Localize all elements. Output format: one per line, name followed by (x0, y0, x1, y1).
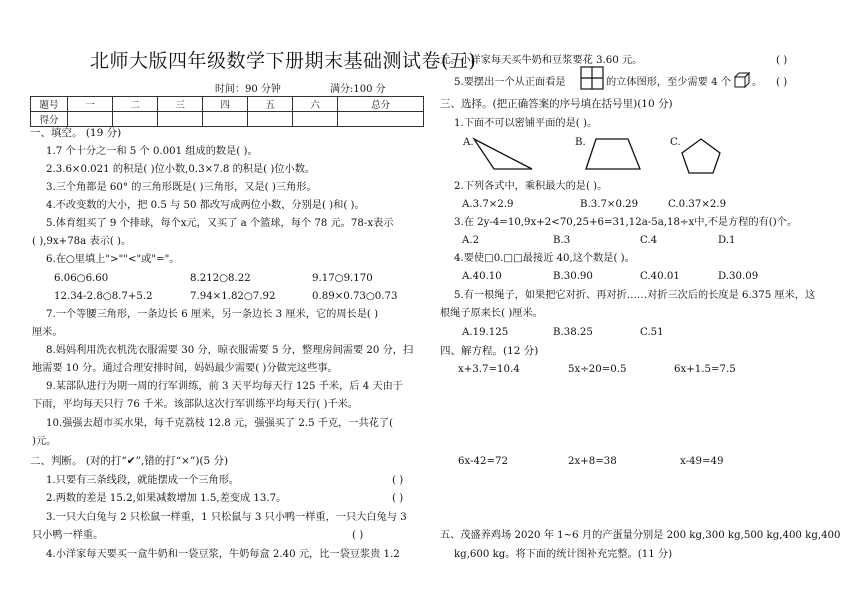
choice-option: B.30.90 (553, 271, 593, 282)
compare-item: 12.34-2.8○8.7+5.2 (54, 291, 153, 302)
fill-q5-line1: 5.体育组买了 9 个排球，每个x元，又买了 a 个篮球，每个 78 元。78-x表示 (46, 218, 394, 229)
section-3-heading: 三、选择。(把正确答案的序号填在括号里)(10 分) (440, 98, 673, 110)
score-cell: 总分 (338, 97, 424, 112)
score-input-cell[interactable] (293, 112, 338, 127)
score-table-header-row (31, 97, 424, 112)
fill-q10-line1: 10.强强去超市买水果，每千克荔枝 12.8 元，强强买了 2.5 千克，一共花了( (46, 418, 394, 429)
choice-option-label: A. (463, 137, 474, 148)
score-input-cell[interactable] (203, 112, 248, 127)
fill-q5-line2: ( ),9x+78a 表示( )。 (32, 236, 132, 247)
choice-option: C.0.37×2.9 (668, 199, 727, 210)
judge-q4-line2: 元。小洋家每天买牛奶和豆浆要花 3.60 元。 (440, 55, 643, 66)
score-cell: 六 (293, 97, 338, 112)
judge-q2: 2.两数的差是 15.2,如果减数增加 1.5,差变成 13.7。 (46, 493, 287, 504)
choice-option: B.3 (553, 235, 571, 246)
compare-item: 6.06○6.60 (54, 273, 109, 284)
section-1-heading: 一、填空。 (19 分) (30, 127, 122, 139)
compare-item: 7.94×1.82○7.92 (190, 291, 276, 302)
cube-icon (734, 72, 750, 88)
fill-q6: 6.在○里填上">""<"或"="。 (46, 254, 180, 265)
choice-option: A.3.7×2.9 (462, 199, 514, 210)
score-cell: 题号 (31, 97, 68, 112)
judge-q5-paren: ( ) (776, 77, 788, 88)
fill-q8-line1: 8.妈妈利用洗衣机洗衣服需要 30 分，晾衣服需要 5 分，整理房间需要 20 分，扫 (46, 345, 414, 356)
equation: x-49=49 (680, 456, 724, 467)
choice-option-label: C. (670, 137, 681, 148)
judge-q3-line2: 只小鸭一样重。 (32, 530, 104, 541)
judge-q5-part1: 5.要摆出一个从正面看是 (454, 77, 566, 88)
equation: 6x-42=72 (458, 456, 508, 467)
fill-q2: 2.3.6×0.021 的积是( )位小数,0.3×7.8 的积是( )位小数。 (46, 164, 316, 175)
equation: 5x÷20=0.5 (568, 364, 627, 375)
fill-q7-line1: 7.一个等腰三角形，一条边长 6 厘米，另一条边长 3 厘米，它的周长是( ) (46, 309, 379, 320)
judge-q4-line1: 4.小洋家每天要买一盒牛奶和一袋豆浆，牛奶每盒 2.40 元，比一袋豆浆贵 1.2 (46, 549, 400, 560)
time-label: 时间：90 分钟 (215, 84, 281, 95)
choice-option: C.40.01 (640, 271, 680, 282)
fill-q9-line1: 9.某部队进行为期一周的行军训练，前 3 天平均每天行 125 千米，后 4 天由于 (46, 381, 403, 392)
choice-option: D.30.09 (718, 271, 759, 282)
fill-q10-line2: )元。 (32, 436, 57, 447)
pentagon-shape-icon (678, 136, 724, 176)
score-input-cell[interactable] (68, 112, 113, 127)
trapezoid-shape-icon (582, 136, 644, 172)
choice-q5-line2: 根绳子原来长( )厘米。 (440, 308, 543, 319)
fill-q9-line2: 下雨，平均每天只行 76 千米。该部队这次行军训练平均每天行( )千米。 (32, 399, 359, 410)
choice-q4: 4.要使□0.□□最接近 40,这个数是( )。 (454, 253, 635, 264)
fill-q4: 4.不改变数的大小，把 0.5 与 50 都改写成两位小数，分别是( )和( )。 (46, 200, 365, 211)
choice-q5-line1: 5.有一根绳子，如果把它对折、再对折……对折三次后的长度是 6.375 厘米，这 (454, 290, 816, 301)
choice-option: C.4 (640, 235, 658, 246)
score-cell: 一 (68, 97, 113, 112)
choice-option: A.2 (462, 235, 480, 246)
judge-q3-paren: ( ) (352, 530, 364, 541)
score-cell: 得分 (31, 112, 68, 127)
score-input-cell[interactable] (338, 112, 424, 127)
score-input-cell[interactable] (113, 112, 158, 127)
compare-item: 8.212○8.22 (190, 273, 251, 284)
fill-q7-line2: 厘米。 (32, 327, 63, 338)
section-5-line2: kg,600 kg。将下面的统计图补充完整。(11 分) (454, 549, 673, 560)
judge-q5-part3: 。 (752, 77, 763, 88)
score-table-score-row (31, 112, 424, 127)
choice-option: B.3.7×0.29 (580, 199, 639, 210)
choice-option-label: B. (575, 137, 586, 148)
fill-q8-line2: 地需要 10 分。通过合理安排时间，妈妈最少需要( )分做完这些事。 (32, 363, 338, 374)
equation: 6x+1.5=7.5 (674, 364, 736, 375)
choice-option: A.40.10 (462, 271, 502, 282)
front-view-grid-icon (580, 66, 604, 90)
section-2-heading: 二、判断。 (对的打“✔”,错的打“×”)(5 分) (30, 455, 229, 467)
fill-q1: 1.7 个十分之一和 5 个 0.001 组成的数是( )。 (46, 146, 258, 157)
compare-item: 0.89×0.73○0.73 (312, 291, 398, 302)
full-score-label: 满分:100 分 (330, 84, 386, 95)
score-cell: 五 (248, 97, 293, 112)
score-cell: 四 (203, 97, 248, 112)
score-input-cell[interactable] (248, 112, 293, 127)
fill-q3: 3.三个角都是 60° 的三角形既是( )三角形，又是( )三角形。 (46, 182, 317, 193)
judge-q1-paren: ( ) (392, 475, 404, 486)
section-4-heading: 四、解方程。(12 分) (440, 345, 539, 357)
equation: x+3.7=10.4 (458, 364, 520, 375)
score-cell: 三 (158, 97, 203, 112)
judge-q3-line1: 3.一只大白兔与 2 只松鼠一样重，1 只松鼠与 3 只小鸭一样重，一只大白兔与 3 (46, 512, 407, 523)
choice-q2: 2.下列各式中，乘积最大的是( )。 (454, 181, 608, 192)
judge-q5-part2: 的立体图形，至少需要 4 个 (606, 77, 732, 88)
score-input-cell[interactable] (158, 112, 203, 127)
page-title: 北师大版四年级数学下册期末基础测试卷(五) (90, 50, 477, 72)
choice-option: D.1 (718, 235, 736, 246)
choice-option: A.19.125 (462, 327, 509, 338)
choice-q3: 3.在 2y-4=10,9x+2<70,25+6=31,12a-5a,18÷x中,不是方程的有()个。 (454, 217, 798, 228)
score-table (30, 96, 424, 127)
score-cell: 二 (113, 97, 158, 112)
section-5-line1: 五、茂盛养鸡场 2020 年 1~6 月的产蛋量分别是 200 kg,300 kg,500 kg,400 kg,400 (440, 530, 841, 541)
judge-q1: 1.只要有三条线段，就能摆成一个三角形。 (46, 475, 240, 486)
judge-q4-paren: ( ) (776, 55, 788, 66)
judge-q2-paren: ( ) (392, 493, 404, 504)
equation: 2x+8=38 (568, 456, 617, 467)
compare-item: 9.17○9.170 (312, 273, 373, 284)
choice-q1: 1.下面不可以密铺平面的是( )。 (454, 118, 598, 129)
choice-option: B.38.25 (553, 327, 593, 338)
choice-option: C.51 (640, 327, 664, 338)
triangle-shape-icon (470, 136, 536, 172)
